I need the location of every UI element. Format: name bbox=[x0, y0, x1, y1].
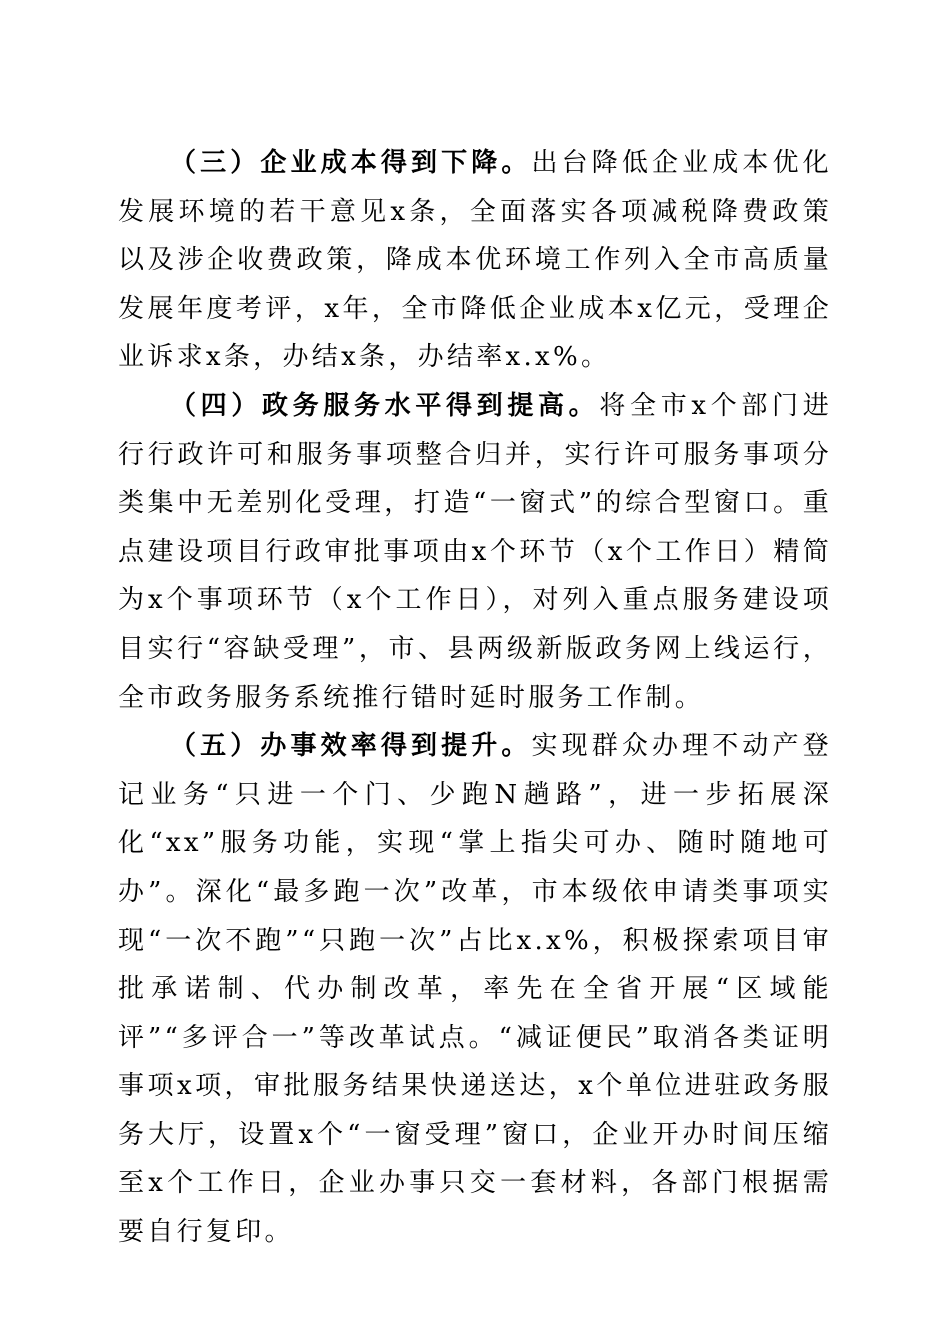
paragraph-government-service bbox=[118, 382, 832, 722]
paragraph-heading: （四）政务服务水平得到提高。 bbox=[170, 390, 600, 421]
paragraph-cost-reduction bbox=[118, 139, 832, 382]
paragraph-text: 出台降低企业成本优化发展环境的若干意见x条，全面落实各项减税降费政策以及涉企收费政策，降成本优环境工作列入全市高质量发展年度考评，x年，全市降低企业成本x亿元，受理企业诉求x条，办结x条，办结率x.x%。 bbox=[118, 148, 832, 373]
paragraph-efficiency bbox=[118, 722, 832, 1257]
paragraph-heading: （五）办事效率得到提升。 bbox=[170, 731, 532, 762]
document-body bbox=[118, 139, 832, 1257]
paragraph-heading: （三）企业成本得到下降。 bbox=[170, 148, 532, 178]
paragraph-text: 将全市x个部门进行行政许可和服务事项整合归并，实行许可服务事项分类集中无差别化受理，打造“一窗式”的综合型窗口。重点建设项目行政审批事项由x个环节（x个工作日）精简为x个事项环节（x个工作日），对列入重点服务建设项目实行“容缺受理”，市、县两级新版政务网上线运行，全市政务服务系统推行错时延时服务工作制。 bbox=[118, 390, 832, 713]
paragraph-text: 实现群众办理不动产登记业务“只进一个门、少跑N趟路”，进一步拓展深化“xx”服务功能，实现“掌上指尖可办、随时随地可办”。深化“最多跑一次”改革，市本级依申请类事项实现“一次不跑”“只跑一次”占比x.x%，积极探索项目审批承诺制、代办制改革，率先在全省开展“区域能评”“多评合一”等改革试点。“减证便民”取消各类证明事项x项，审批服务结果快递送达，x个单位进驻政务服务大厅，设置x个“一窗受理”窗口，企业开办时间压缩至x个工作日，企业办事只交一套材料，各部门根据需要自行复印。 bbox=[118, 731, 832, 1248]
